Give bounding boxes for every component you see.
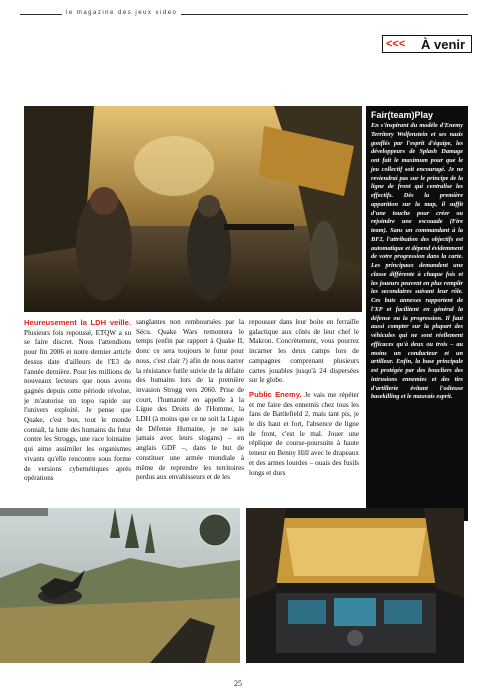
article-column-2 [136, 318, 244, 506]
sidebar-box [366, 106, 468, 521]
cockpit-game-screenshot [246, 508, 464, 663]
column-3-text: repousser dans leur boite en ferraille galactique aux côtés de leur chef le Makron. Concrètement, vous pourrez incarner les deux camps lors de campagnes comprenant plusieurs cartes jouables jusqu'à 24 dispersées sur le globe. [249, 318, 359, 385]
section-arrows-icon: <<< [386, 38, 406, 50]
column-3-heading: Public Enemy. [249, 389, 302, 399]
column-1-heading: Heureusement la LDH veille. [24, 318, 131, 327]
article-column-3 [249, 318, 359, 506]
column-1-text: Plusieurs fois repoussé, ETQW a su se faire discret. Nous l'attendions pour fin 2006 et notre dernier article dessus date d'ailleurs de l'E3 de l'année dernière. Pour les millions de nouveaux lecteurs que nous avons gagnés depuis cette période révolue, je m'autorise un topo rapide sur l'univers exploité. Je pense que Quake, c'est bon, tout le monde connaît, la lutte des humains du futur contre les Stroggs, une race lointaine qui aime assimiler les organismes vivants qu'elle rencontre sous forme de versions cybernétiques après opérations [24, 328, 131, 483]
column-2-text: sanglantes non remboursées par la Sécu. Quake Wars remontera le temps (enfin par rapport à Quake II, donc ce sera toujours le futur pour nous, c'est clair ?) afin de nous narrer la résistance futile suivie de la défaite des humains lors de la première invasion Strogg vers 2060. Prise de court, l'humanité en appelle à la Ligue des Droits de l'Homme, la LDH (à moins que ce ne soit la Ligue de Défense Humaine, je ne sais jamais avec leurs slogans) – en anglais GDF –, dans le but de constituer une armée mondiale à même de reprendre les territoires perdus aux envahisseurs et de les [136, 318, 244, 482]
section-banner [382, 35, 472, 53]
outdoor-game-screenshot [0, 508, 240, 663]
page-number: 25 [234, 679, 242, 688]
article-column-1 [24, 318, 131, 506]
magazine-tagline: le magazine des jeux video [62, 10, 181, 16]
main-game-screenshot [24, 106, 362, 312]
sidebar-body: En s'inspirant du modèle d'Enemy Territory Wolfenstein et ses nazis gonflés par l'esprit d'équipe, les développeurs de Splash Damage ont fait le maximum pour que le jeu collectif soit encouragé. Je ne reviendrai pas sur le principe de la ligne de front qui centralise les effectifs. Dès la première apparition sur la map, il suffit d'une touche pour créer ou rejoindre une escouade (Fire team). Sans un commandant à la BF2, l'attribution des objectifs est automatique et dépend évidemment de votre progression dans la carte. Les principaux demandent une classe différente à chaque fois et les joueurs peuvent en plus remplir les secondaires suivant leur rôle. Ces buts annexes rapportent de l'XP et facilitent en général la défense ou la progression. Il faut aussi compter sur la plupart des véhicules qui ne sont réellement efficaces qu'à deux ou trois – au moins un conducteur et un artilleur. Enfin, la base principale est protégée par des boucliers des intrusions ennemies et des tirs d'artillerie évitant l'odieuse basekilling et le mauvais esprit. [371, 122, 463, 401]
sidebar-title: Fair(team)Play [371, 110, 434, 120]
section-label: À venir [421, 37, 466, 52]
column-3-text-2: Je vais me répéter et me faire des ennemis chez tous les fans de Battlefield 2, mais tant pis, je le dis haut et fort, l'absence de ligne de front, c'est le mal. Jouer une réplique de course-poursuite à haute teneur en Benny Hill avec le drapeaux et des armes lourdes – ouais des fusils longs et durs [249, 390, 359, 477]
